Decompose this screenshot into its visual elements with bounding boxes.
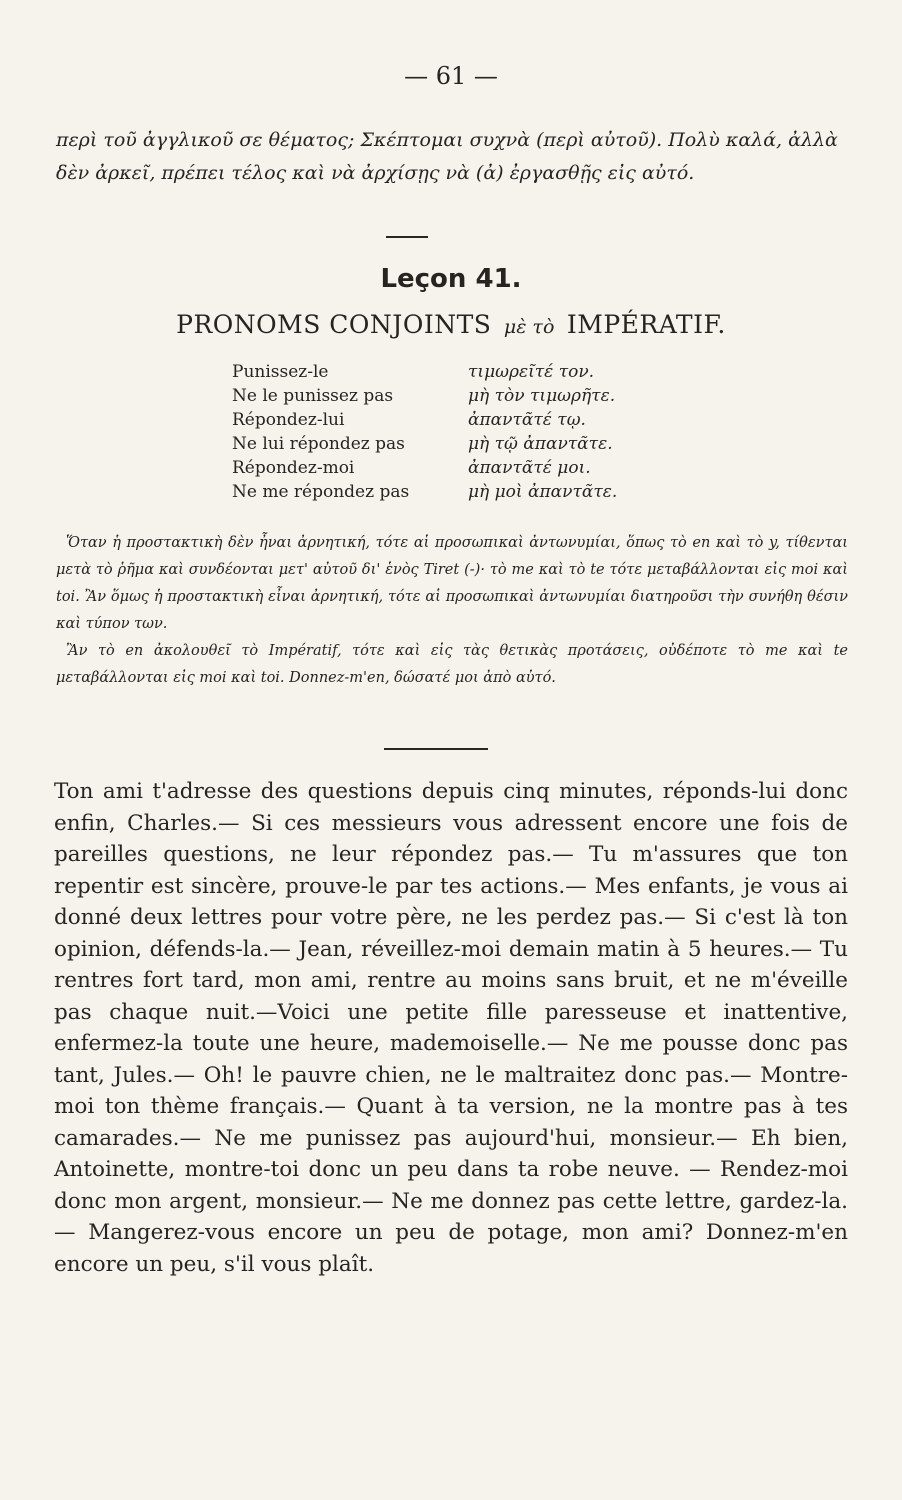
- note-paragraph: Ἂν τὸ en ἀκολουθεῖ τὸ Impératif, τότε καὶ εἰς τὰς θετικὰς προτάσεις, οὐδέποτε τὸ me καὶ te μεταβάλλονται εἰς moi καὶ toi. Donnez-m'en, δώσατέ μοι ἀπὸ αὐτό.: [56, 643, 848, 686]
- conjugation-french: Ne lui répondez pas: [232, 434, 405, 454]
- conjugation-french: Répondez-moi: [232, 458, 355, 478]
- conjugation-greek: μὴ τῷ ἀπαντᾶτε.: [468, 434, 613, 454]
- conjugation-french: Punissez-le: [232, 362, 329, 382]
- page-number: — 61 —: [404, 62, 498, 90]
- divider-top: [386, 236, 428, 238]
- conjugation-table: [232, 360, 792, 504]
- exercise-paragraph: Ton ami t'adresse des questions depuis cinq minutes, réponds-lui donc enfin, Charles.— Si ces messieurs vous adressent encore une fois de pareilles questions, ne leur répondez pas.— Tu m'assures que ton repentir est sincère, prouve-le par tes actions.— Mes enfants, je vous ai donné deux lettres pour votre père, ne les perdez pas.— Si c'est là ton opinion, défends-la.— Jean, réveillez-moi demain matin à 5 heures.— Tu rentres fort tard, mon ami, rentre au moins sans bruit, et ne m'éveille pas chaque nuit.—Voici une petite fille paresseuse et inattentive, enfermez-la toute une heure, mademoiselle.— Ne me pousse donc pas tant, Jules.— Oh! le pauvre chien, ne le maltraitez donc pas.— Montre-moi ton thème français.— Quant à ta version, ne la montre pas à tes camarades.— Ne me punissez pas aujourd'hui, monsieur.— Eh bien, Antoinette, montre-toi donc un peu dans ta robe neuve. — Rendez-moi donc mon argent, monsieur.— Ne me donnez pas cette lettre, gardez-la.— Mangerez-vous encore un peu de potage, mon ami? Donnez-m'en encore un peu, s'il vous plaît.: [54, 779, 848, 1277]
- grammar-note: [56, 530, 848, 692]
- note-paragraph: Ὅταν ἡ προστακτικὴ δὲν ἦναι ἀρνητική, τότε αἱ προσωπικαὶ ἀντωνυμίαι, ὅπως τὸ en καὶ τὸ y, τίθενται μετὰ τὸ ῥῆμα καὶ συνδέονται μετ' αὐτοῦ δι' ἑνὸς Tiret (-)· τὸ me καὶ τὸ te τότε μεταβάλλονται εἰς moi καὶ toi. Ἂν ὅμως ἡ προστακτικὴ εἶναι ἀρνητική, τότε αἱ προσωπικαὶ ἀντωνυμίαι διατηροῦσι τὴν συνήθη θέσιν καὶ τύπον των.: [56, 535, 848, 632]
- conjugation-row: [232, 480, 792, 504]
- conjugation-french: Répondez-lui: [232, 410, 345, 430]
- intro-paragraph: περὶ τοῦ ἀγγλικοῦ σε θέματος; Σκέπτομαι συχνὰ (περὶ αὐτοῦ). Πολὺ καλά, ἀλλὰ δὲν ἀρκεῖ, πρέπει τέλος καὶ νὰ ἀρχίσῃς νὰ (ἀ) ἐργασθῇς εἰς αὐτό.: [56, 129, 838, 184]
- conjugation-french: Ne me répondez pas: [232, 482, 410, 502]
- conjugation-greek: τιμωρεῖτέ τον.: [468, 362, 595, 382]
- section-title-part2: IMPÉRATIF.: [566, 310, 726, 339]
- conjugation-row: [232, 408, 792, 432]
- conjugation-row: [232, 456, 792, 480]
- section-title-part1: PRONOMS CONJOINTS: [176, 310, 492, 339]
- conjugation-greek: μὴ τὸν τιμωρῆτε.: [468, 386, 616, 406]
- conjugation-row: [232, 384, 792, 408]
- conjugation-greek: μὴ μοὶ ἀπαντᾶτε.: [468, 482, 618, 502]
- conjugation-greek: ἀπαντᾶτέ μοι.: [468, 458, 591, 478]
- section-title: [0, 310, 902, 339]
- lesson-title: Leçon 41.: [380, 264, 522, 294]
- conjugation-row: [232, 360, 792, 384]
- conjugation-row: [232, 432, 792, 456]
- conjugation-greek: ἀπαντᾶτέ τῳ.: [468, 410, 586, 430]
- conjugation-french: Ne le punissez pas: [232, 386, 394, 406]
- divider-bottom: [384, 748, 488, 750]
- section-title-greek: μὲ τὸ: [503, 316, 555, 338]
